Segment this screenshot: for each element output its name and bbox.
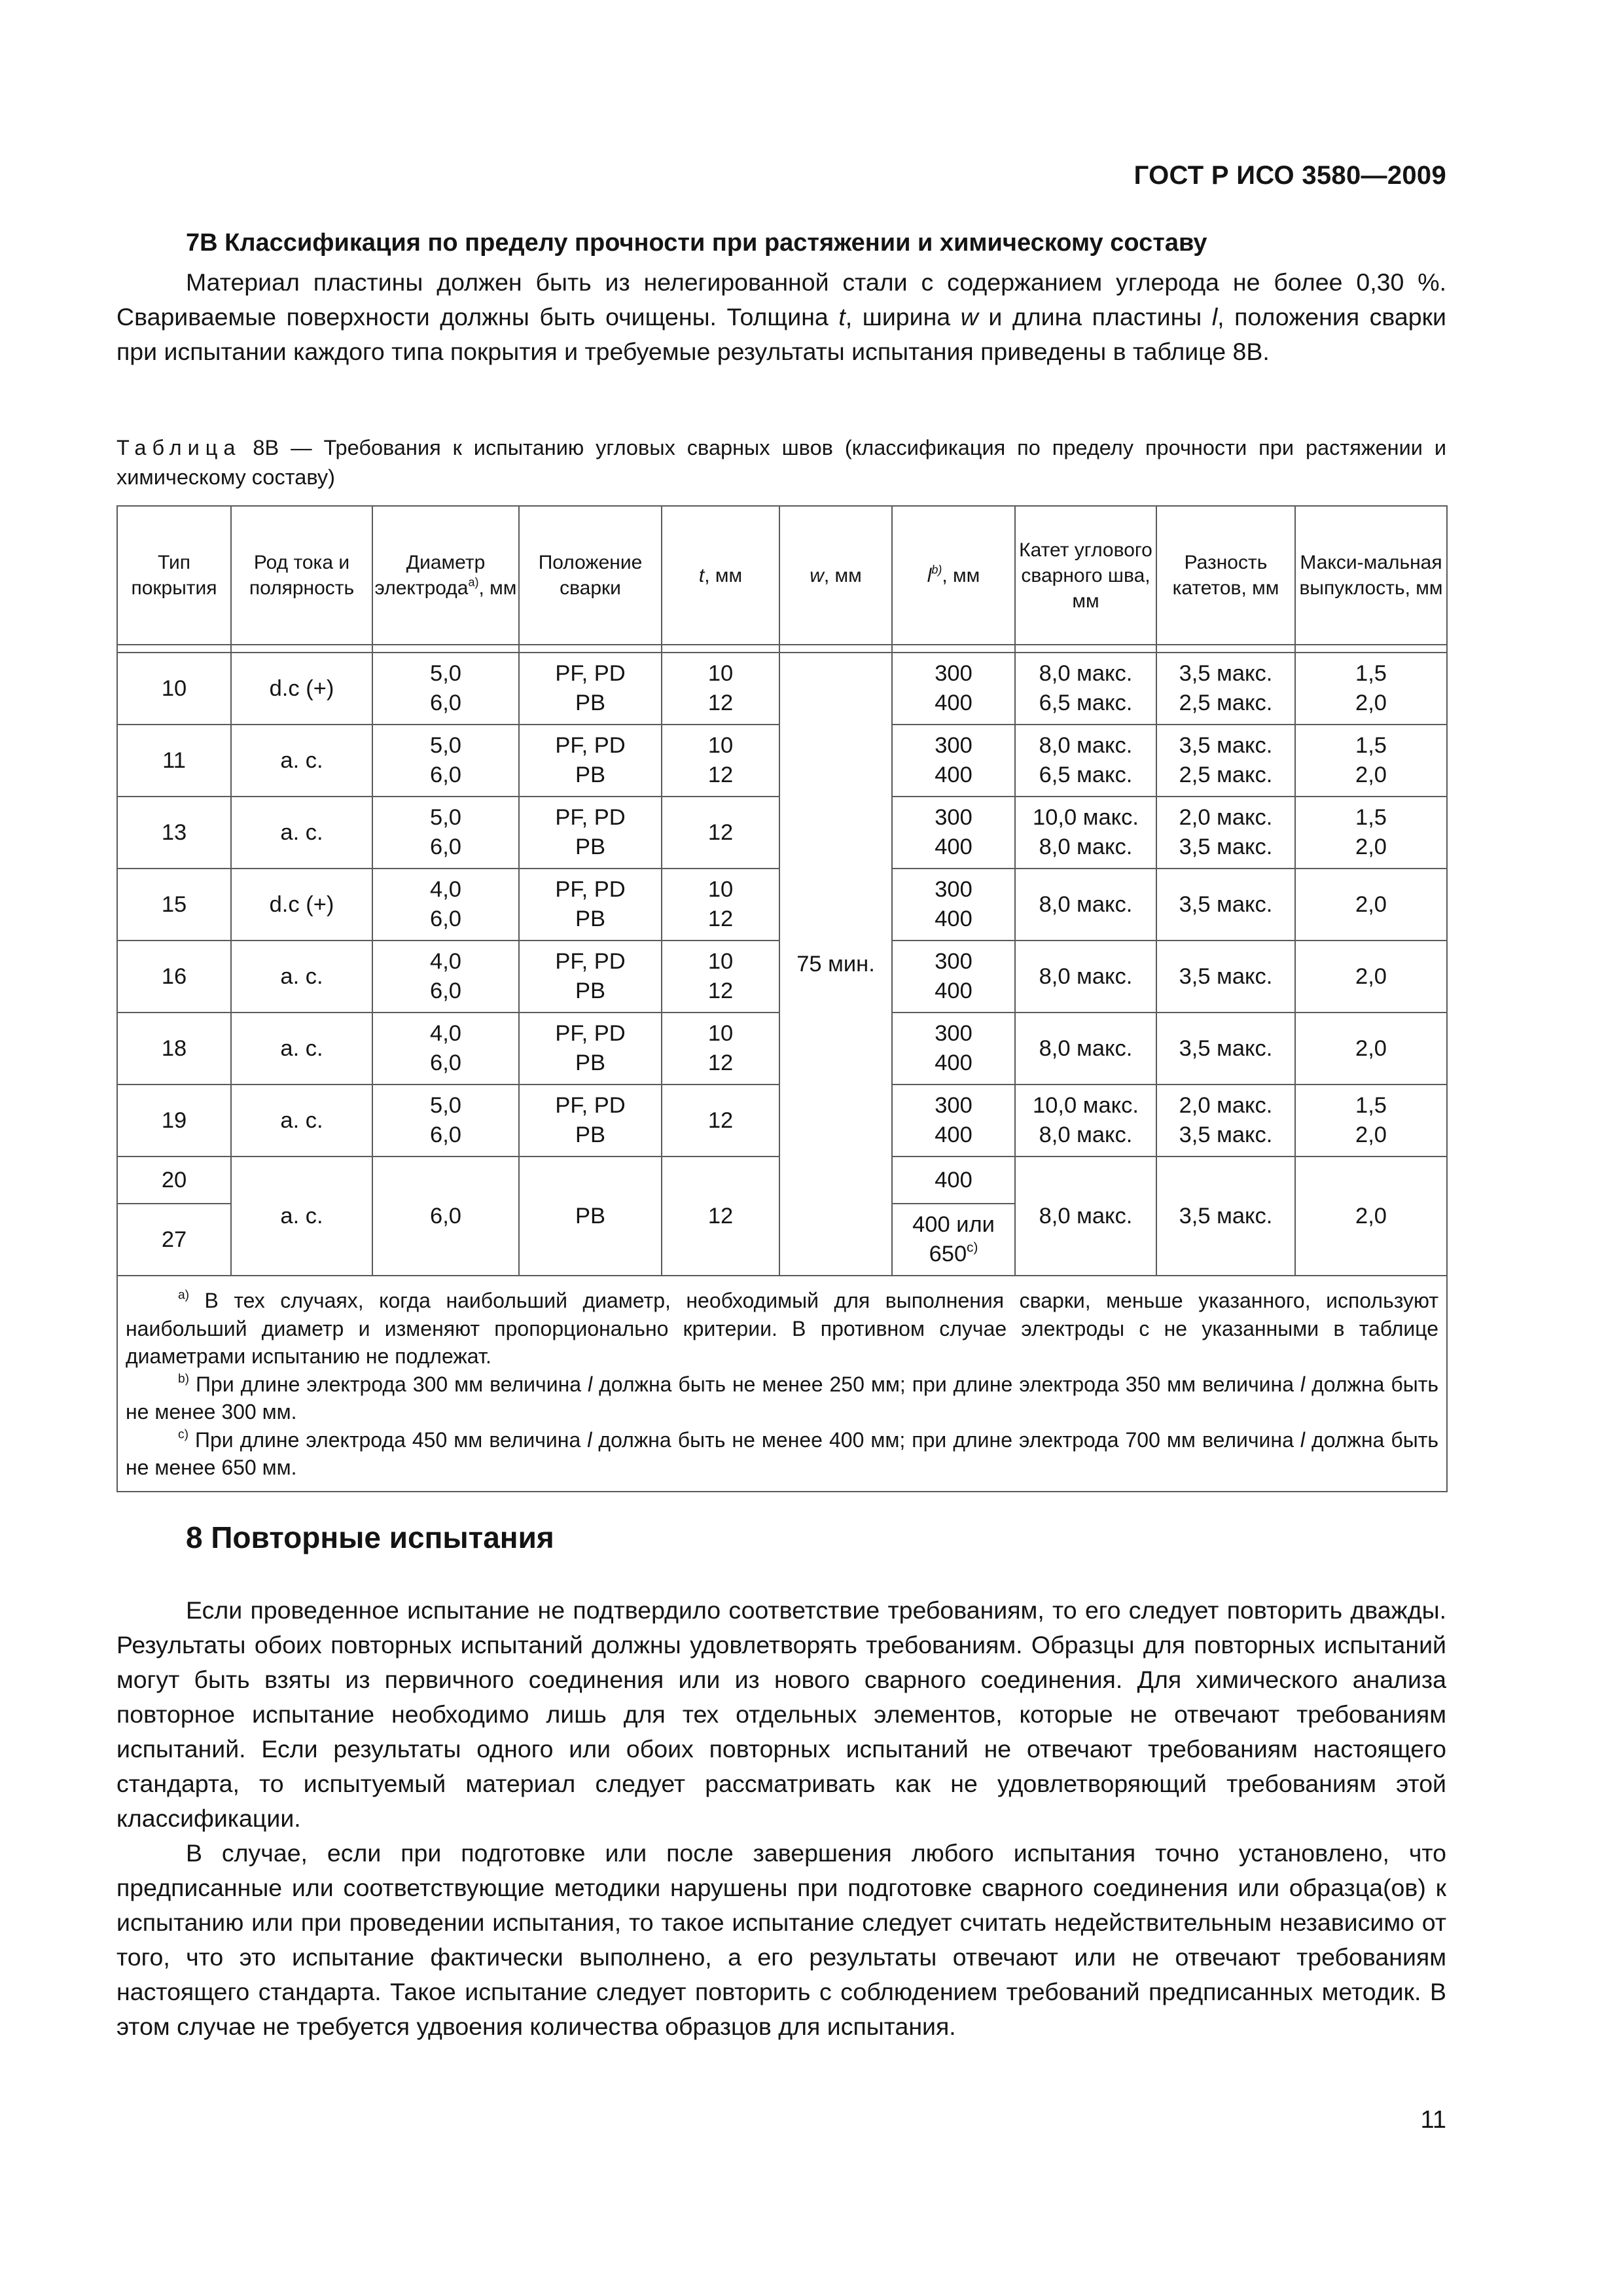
header-w: w, мм [779,506,892,645]
cell-convexity: 1,5 2,0 [1295,1085,1447,1157]
header-current: Род тока и полярность [231,506,372,645]
cell-type: 27 [117,1204,231,1276]
cell-t: 10 12 [662,869,779,941]
cell-diameter: 5,0 6,0 [372,1085,519,1157]
cell-leg-diff: 2,0 макс. 3,5 макс. [1156,1085,1295,1157]
cell-leg: 8,0 макс. [1015,869,1156,941]
cell-l: 300 400 [892,653,1015,725]
cell-t: 10 12 [662,941,779,1013]
cell-type: 20 [117,1157,231,1204]
cell-type: 15 [117,869,231,941]
table-header-row [117,506,1447,645]
cell-l: 300 400 [892,797,1015,869]
cell-diameter: 6,0 [372,1157,519,1276]
cell-leg: 10,0 макс. 8,0 макс. [1015,797,1156,869]
cell-w-merged: 75 мин. [779,653,892,1276]
cell-position: PB [519,1157,662,1276]
cell-convexity: 2,0 [1295,869,1447,941]
table-notes-row [117,1276,1447,1492]
table-row [117,653,1447,725]
cell-diameter: 4,0 6,0 [372,941,519,1013]
table-8b [116,505,1448,1492]
section-7b-paragraph: Материал пластины должен быть из нелегированной стали с содержанием углерода не более 0,30 %. Свариваемые поверхности должны быть очищены. Толщина t, ширина w и длина пластины l, положения сварки при испытании каждого типа покрытия и требуемые результаты испытания приведены в таблице 8В. [116,268,1446,365]
cell-current: a. c. [231,725,372,797]
cell-position: PF, PD PB [519,797,662,869]
cell-leg: 8,0 макс. 6,5 макс. [1015,725,1156,797]
cell-convexity: 1,5 2,0 [1295,797,1447,869]
cell-leg-diff: 3,5 макс. 2,5 макс. [1156,725,1295,797]
cell-l: 400 [892,1157,1015,1204]
cell-leg: 8,0 макс. [1015,1157,1156,1276]
cell-current: a. c. [231,1013,372,1085]
cell-convexity: 2,0 [1295,1157,1447,1276]
cell-type: 11 [117,725,231,797]
section-8-paragraph-1: Если проведенное испытание не подтвердило соответствие требованиям, то его следует повторить дважды. Результаты обоих повторных испытаний должны удовлетворять требованиям. Образцы для повторных испытаний могут быть взяты из первичного соединения или из нового сварного соединения. Для химического анализа повторное испытание необходимо лишь для тех отдельных элементов, которые не отвечают требованиям испытаний. Если результаты одного или обоих повторных испытаний не отвечают требованиям настоящего стандарта, то испытуемый материал следует рассматривать как не удовлетворяющий требованиям этой классификации. [116,1596,1446,1832]
cell-type: 18 [117,1013,231,1085]
header-type: Тип покрытия [117,506,231,645]
cell-convexity: 2,0 [1295,941,1447,1013]
page-number: 11 [1420,2106,1446,2134]
cell-position: PF, PD PB [519,1013,662,1085]
cell-t: 12 [662,1085,779,1157]
cell-t: 10 12 [662,1013,779,1085]
section-8-title: 8 Повторные испытания [186,1520,554,1554]
cell-current: a. c. [231,1085,372,1157]
cell-t: 10 12 [662,653,779,725]
cell-current: a. c. [231,797,372,869]
note-a: $^{a)}$ В тех случаях, когда наибольший диаметр, необходимый для выполнения сварки, меньше указанного, используют наибольший диаметр и изменяют пропорционально критерии. В противном случае электроды с не указанными в таблице диаметрами испытанию не подлежат. [126,1288,1438,1368]
cell-leg: 10,0 макс. 8,0 макс. [1015,1085,1156,1157]
cell-position: PF, PD PB [519,869,662,941]
cell-leg-diff: 3,5 макс. 2,5 макс. [1156,653,1295,725]
cell-current: d.c (+) [231,869,372,941]
cell-leg-diff: 2,0 макс. 3,5 макс. [1156,797,1295,869]
header-gap-row [117,645,1447,653]
section-8-paragraph-2: В случае, если при подготовке или после завершения любого испытания точно установлено, что предписанные или соответствующие методики нарушены при подготовке сварного соединения или образца(ов) к испытанию или при проведении испытания, то такое испытание следует считать недействительным независимо от того, что это испытание фактически выполнено, а его результаты отвечают или не отвечают требованиям настоящего стандарта. Такое испытание следует повторить с соблюдением требований предписанных методик. В этом случае не требуется удвоения количества образцов для испытания. [116,1839,1446,2040]
table-caption: Таблица 8В — Требования к испытанию угловых сварных швов (классификация по пределу прочности при растяжении и химическому составу) [116,436,1446,489]
header-position: Положение сварки [519,506,662,645]
cell-diameter: 5,0 6,0 [372,797,519,869]
header-l: $l^{b)}$, мм [892,506,1015,645]
note-b: $^{b)}$ При длине электрода 300 мм величина l должна быть не менее 250 мм; при длине электрода 350 мм величина l должна быть не менее 300 мм. [126,1372,1439,1424]
cell-t: 10 12 [662,725,779,797]
cell-convexity: 2,0 [1295,1013,1447,1085]
cell-position: PF, PD PB [519,725,662,797]
cell-t: 12 [662,797,779,869]
cell-l: 300 400 [892,1013,1015,1085]
cell-diameter: 4,0 6,0 [372,869,519,941]
cell-l: 300 400 [892,725,1015,797]
cell-diameter: 5,0 6,0 [372,653,519,725]
note-c: $^{c)}$ При длине электрода 450 мм величина l должна быть не менее 400 мм; при длине электрода 700 мм величина l должна быть не менее 650 мм. [126,1427,1439,1479]
cell-position: PF, PD PB [519,653,662,725]
cell-convexity: 1,5 2,0 [1295,653,1447,725]
cell-leg-diff: 3,5 макс. [1156,941,1295,1013]
section-8-body [116,1593,1446,2044]
section-7b-title: 7В Классификация по пределу прочности при растяжении и химическому составу [186,229,1207,257]
cell-position: PF, PD PB [519,1085,662,1157]
table-notes [117,1276,1447,1492]
header-leg-diff: Разность катетов, мм [1156,506,1295,645]
cell-t: 12 [662,1157,779,1276]
header-leg: Катет углового сварного шва, мм [1015,506,1156,645]
cell-type: 10 [117,653,231,725]
header-diameter: Диаметр электрода$^{a)}$, мм [372,506,519,645]
cell-current: a. c. [231,941,372,1013]
cell-type: 13 [117,797,231,869]
cell-l: 300 400 [892,869,1015,941]
cell-leg: 8,0 макс. [1015,941,1156,1013]
header-t: t, мм [662,506,779,645]
cell-leg-diff: 3,5 макс. [1156,869,1295,941]
cell-leg: 8,0 макс. 6,5 макс. [1015,653,1156,725]
cell-diameter: 5,0 6,0 [372,725,519,797]
cell-position: PF, PD PB [519,941,662,1013]
cell-l: 300 400 [892,941,1015,1013]
cell-current: a. c. [231,1157,372,1276]
cell-diameter: 4,0 6,0 [372,1013,519,1085]
cell-l: 400 или 650$^{c)}$ [892,1204,1015,1276]
document-header: ГОСТ Р ИСО 3580—2009 [1133,161,1446,190]
header-convexity: Макси-мальная выпуклость, мм [1295,506,1447,645]
cell-l: 300 400 [892,1085,1015,1157]
cell-convexity: 1,5 2,0 [1295,725,1447,797]
cell-leg: 8,0 макс. [1015,1013,1156,1085]
cell-type: 16 [117,941,231,1013]
cell-current: d.c (+) [231,653,372,725]
cell-leg-diff: 3,5 макс. [1156,1013,1295,1085]
cell-leg-diff: 3,5 макс. [1156,1157,1295,1276]
cell-type: 19 [117,1085,231,1157]
